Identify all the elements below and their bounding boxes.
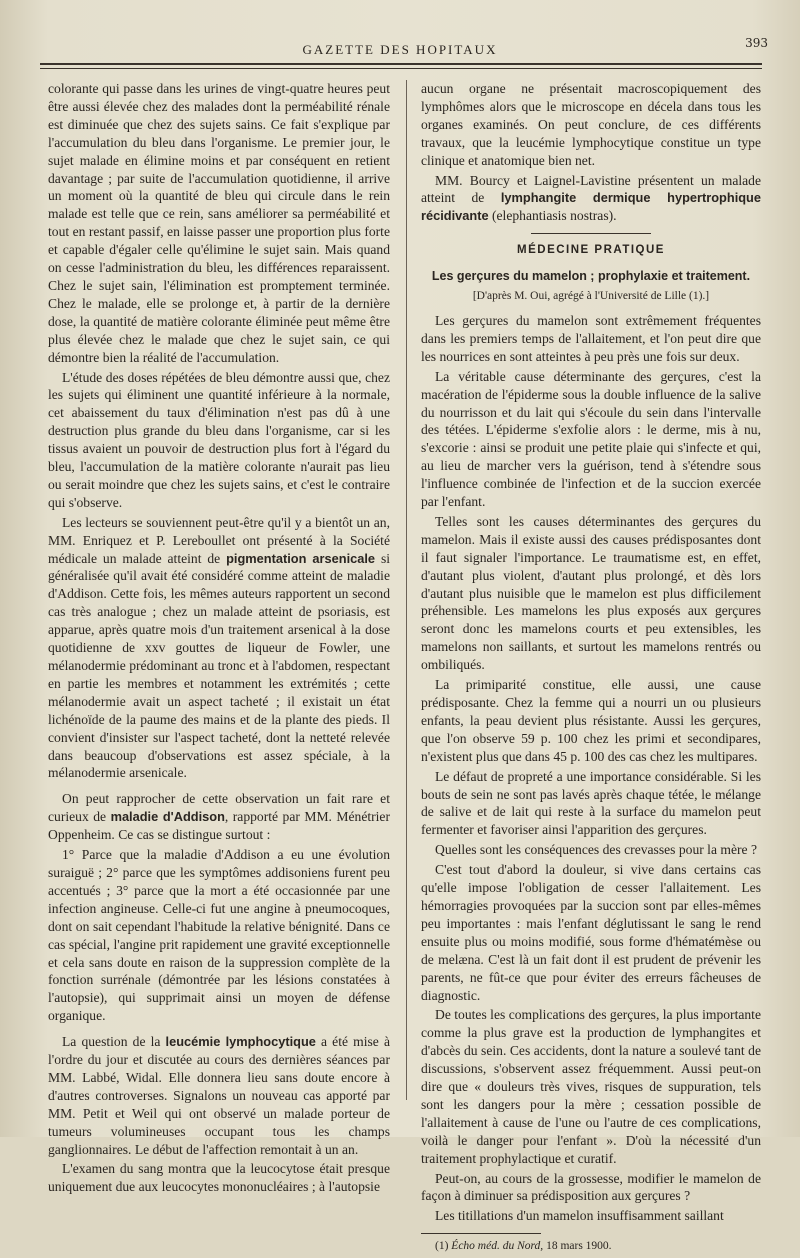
footnote-date: 18 mars 1900. [546,1240,612,1253]
paragraph: Le défaut de propreté a une importance considérable. Si les bouts de sein ne sont pas lavés après chaque tétée, le mélange de salive et de lait qui reste à la surface du mamelon peut fermenter et favoriser ainsi l'apparition des gerçures. [421,768,761,838]
paragraph: 1° Parce que la maladie d'Addison a eu une évolution suraiguë ; 2° parce que les symptômes addisoniens furent peu accentués ; 3° parce que la mort a été occasionnée par une infection angineuse. Celle-ci fut une angine à pneumocoques, dont on sait cependant l'habitude la relative bénignité. Dans ce cas spécial, l'angine prit rapidement une gravité exceptionnelle et cela sans doute en raison de la suppression complète de la fonction surrénale (démontrée par les lésions constatées à l'autopsie), qui supprimait ainsi un moyen de défense organique. [48,847,390,1024]
paragraph: La véritable cause déterminante des gerçures, c'est la macération de l'épiderme sous la double influence de la salive du nourrisson et du lait qui s'écoule du sein dans l'intervalle des tétées. L'épiderme s'exfolie alors : le derme, mis à nu, s'excorie : ainsi se produit une petite plaie qui s'infecte et qui, au lieu de marcher vers la guérison, tend à s'étendre sous l'influence combinée de l'infection et de la succion exercée par l'enfant. [421,368,761,510]
paragraph-text: La question de la [62,1034,161,1050]
paragraph-text: a été mise à l'ordre du jour et discutée au cours des dernières séances par MM. Labbé, Widal. Elle donnera lieu sans doute encore à d'autres controverses. Signalons un nouveau cas apporté par MM. Petit et Weil qui ont observé un malade porteur de tumeurs volumineuses occupant tous les champs ganglionnaires. Le début de l'affection remontait à un an. [48,1034,390,1157]
footnote-source: Écho méd. du Nord, [451,1240,544,1253]
paragraph: L'examen du sang montra que la leucocytose était presque uniquement due aux leucocytes mononucléaires ; à l'autopsie [48,1161,390,1195]
section-divider [531,233,651,236]
journal-title: GAZETTE DES HOPITAUX [302,42,498,57]
bold-term: lymphangite dermique hypertrophique récidivante [421,190,761,224]
paragraph: La primiparité constitue, elle aussi, une cause prédisposante. Chez la femme qui a nourri un ou plusieurs enfants, la peau devient plus résistante. Aussi les gerçures, que l'on observe 59 p. 100 chez les primi et secondipares, n'existent plus que dans 45 p. 100 des cas chez les multipares. [421,677,761,764]
paragraph-text: On peut rapprocher de cette observation un fait rare et curieux de [48,791,390,825]
paragraph: aucun organe ne présentait macroscopiquement des lymphômes alors que le microscope en décela dans tous les organes examinés. On peut conclure, de ces différents travaux, que la leucémie lymphocytique constitue un type clinique et anatomique bien net. [421,81,761,168]
bold-term: maladie d'Addison [110,809,225,825]
paragraph-text: MM. Bourcy et Laignel-Lavistine présentent un malade atteint de [421,172,761,206]
paragraph [48,790,390,844]
paragraph-text: Les lecteurs se souviennent peut-être qu'il y a bientôt un an, MM. Enriquez et P. Lereboullet ont présenté à la Société médicale un malade atteint de [48,514,390,566]
paragraph: Peut-on, au cours de la grossesse, modifier le mamelon de façon à diminuer sa prédisposition aux gerçures ? [421,1170,761,1204]
paragraph: L'étude des doses répétées de bleu démontre aussi que, chez les sujets qui éliminent une quantité inférieure à la normale, cet abaissement du taux d'élimination n'est pas dû à une destruction plus grande du bleu dans l'organisme, car si les tissus avaient un pouvoir de destruction plus fort à l'égard du bleu, l'accumulation de la matière colorante n'aurait pas lieu ou serait moindre que chez les sujets sains, et c'est le contraire qui s'observe. [48,369,390,510]
paragraph-text: si généralisée qu'il avait été considéré comme atteint de maladie d'Addison. Cette fois, les mêmes auteurs rapportent un second cas très analogue ; chez un malade atteint de psoriasis, est apparue, après quatre mois d'un traitement arsenical à la dose quotidienne de xxv gouttes de liqueur de Fowler, une mélanodermie prédominant au tronc et à l'abdomen, respectant en partie les membres et notamment les extrémités ; cette mélanodermie avait un aspect tacheté ; il existait un état lichénoïde de la paume des mains et de la plante des pieds. Il convient d'insister sur l'aspect tacheté, dont la netteté relevée dans beaucoup d'observations est assez spéciale, à la mélanodermie arsenicale. [48,550,391,781]
article-title: Les gerçures du mamelon ; prophylaxie et traitement. [431,269,751,284]
bold-term: pigmentation arsenicale [226,550,376,566]
page-header [40,30,768,60]
paragraph [48,1033,390,1158]
header-rule-thin [40,68,762,69]
footnote [421,1238,761,1256]
article-byline: [D'après M. Oui, agrégé à l'Université de Lille (1).] [472,290,710,303]
paragraph: Quelles sont les conséquences des crevasses pour la mère ? [435,842,757,858]
paragraph [421,172,761,226]
paragraph: colorante qui passe dans les urines de vingt-quatre heures peut être aussi élevée chez des malades dont la perméabilité rénale est diminuée que chez des sujets sains. Ce fait s'explique par l'accumulation du bleu dans l'organisme. Le premier jour, le sujet malade en élimine moins et par conséquent en retient davantage ; par suite de l'accumulation quotidienne, il arrive un moment où la quantité de bleu qui circule dans le rein malade est telle que ce rein, sans améliorer sa perméabilité et tout en restant passif, en laisse passer une proportion plus forte et capable d'égaler celle qu'élimine le sujet sain. Mais quand on cesse l'administration du bleu, les différences reparaissent. Chez le sujet sain, l'élimination est promptement terminée. Chez le malade, elle se prolonge et, à partir de la dernière dose, la quantité de matière colorante éliminée peut même être plus élevée chez le malade que chez le sujet sain, ce qui démontre bien la réalité de l'accumulation. [48,81,390,365]
paragraph: Les gerçures du mamelon sont extrêmement fréquentes dans les premiers temps de l'allaitement, et l'on peut dire que les nourrices en sont atteintes à peu près une fois sur deux. [421,312,761,364]
column-divider [406,80,407,1100]
footnote-rule [421,1233,541,1234]
paragraph-text: , rapporté par MM. Ménétrier Oppenheim. Ce cas se distingue surtout : [48,809,390,843]
paragraph-text: (elephantiasis nostras). [491,208,617,224]
left-column [48,80,391,1195]
header-rule-thick [40,63,762,65]
bold-term: leucémie lymphocytique [165,1034,316,1050]
section-heading: MÉDECINE PRATIQUE [517,244,665,257]
page-number: 393 [745,36,768,50]
paragraph: C'est tout d'abord la douleur, si vive dans certains cas qu'elle impose l'obligation de cesser l'allaitement. Les hémorragies provoquées par la succion sont par elles-mêmes peu importantes : mais l'enfant déglutissant le sang le rend ensuite plus ou moins modifié, sous forme d'hématémèse ou de melæna. C'est là un fait dont il est prudent de prévenir les parents, ne fût-ce que pour éviter des erreurs fâcheuses de diagnostic. [421,862,761,1003]
paragraph: Telles sont les causes déterminantes des gerçures du mamelon. Mais il existe aussi des causes prédisposantes dont il faut signaler l'importance. Le traumatisme est, en effet, d'autant plus violent, d'autant plus prolongé, et dès lors d'autant plus nuisible que le mamelon est plus difficilement préhensible. Les mamelons les plus exposés aux gerçures seront donc les mamelons courts et peu extensibles, les mamelons non saillants, et surtout les mamelons rentrés ou ombiliqués. [421,513,761,673]
footnote-number: (1) [435,1240,449,1253]
right-column [421,80,761,1258]
paragraph: De toutes les complications des gerçures, la plus importante comme la plus grave est la production de lymphangites et d'abcès du sein. Ces accidents, dont la nature a soulevé tant de discussions, s'observent assez fréquemment. Aussi peut-on dire que « douleurs très vives, risques de suppuration, tels sont les dangers pour la mère ; cessation possible de l'allaitement à cause de l'une ou l'autre de ces complications, voilà le danger pour l'enfant ». D'où la nécessité d'un traitement prophylactique et curatif. [421,1007,761,1166]
paragraph: Les titillations d'un mamelon insuffisamment saillant [435,1208,724,1224]
paragraph [48,514,390,783]
